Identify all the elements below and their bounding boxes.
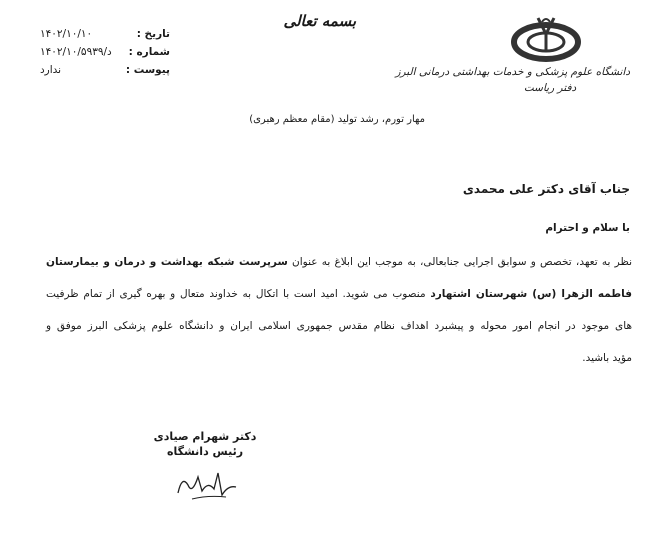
attachment-value: ندارد [40,64,62,76]
number-value: ۱۴۰۲/د/۱۰/۵۹۳۹ [40,46,112,58]
year-slogan: مهار تورم، رشد تولید (مقام معظم رهبری) [249,114,425,125]
signatory-title: رئیس دانشگاه [166,445,244,458]
body-line-4: مؤید باشید. [582,352,632,364]
letter-meta [40,28,170,82]
basmala: بسمه تعالی [283,12,356,30]
body-line-3: های موجود در انجام امور محوله و پیشبرد اهداف نظام مقدس جمهوری اسلامی ایران و دانشگاه علوم پزشکی البرز موفق و [46,320,632,332]
handwritten-signature [168,455,248,505]
date-row [40,28,170,46]
number-row [40,46,170,64]
body-line-2-bold: فاطمه الزهرا (س) شهرستان اشتهارد [430,288,632,300]
attachment-label: پیوست : [125,64,170,76]
number-label: شماره : [128,46,170,58]
attachment-row [40,64,170,82]
date-label: تاریخ : [136,28,170,40]
recipient: جناب آقای دکتر علی محمدی [462,182,630,196]
signatory-name: دکتر شهرام صیادی [153,430,257,443]
body-line-1-text: نظر به تعهد، تخصص و سوابق اجرایی جنابعالی، به موجب این ابلاغ به عنوان [287,256,633,268]
body-line-1-bold: سرپرست شبکه بهداشت و درمان و بیمارستان [46,256,288,268]
body-line-2-text: منصوب می شوید. امید است با اتکال به خداوند متعال و بهره گیری از تمام ظرفیت [46,288,431,300]
organization-name: دانشگاه علوم پزشکی و خدمات بهداشتی درمانی البرز [395,66,630,78]
greeting: با سلام و احترام [545,222,630,234]
organization-office: دفتر ریاست [523,82,577,94]
body-line-2 [46,288,632,300]
body-line-1 [46,256,632,268]
date-value: ۱۴۰۲/۱۰/۱۰ [40,28,93,40]
